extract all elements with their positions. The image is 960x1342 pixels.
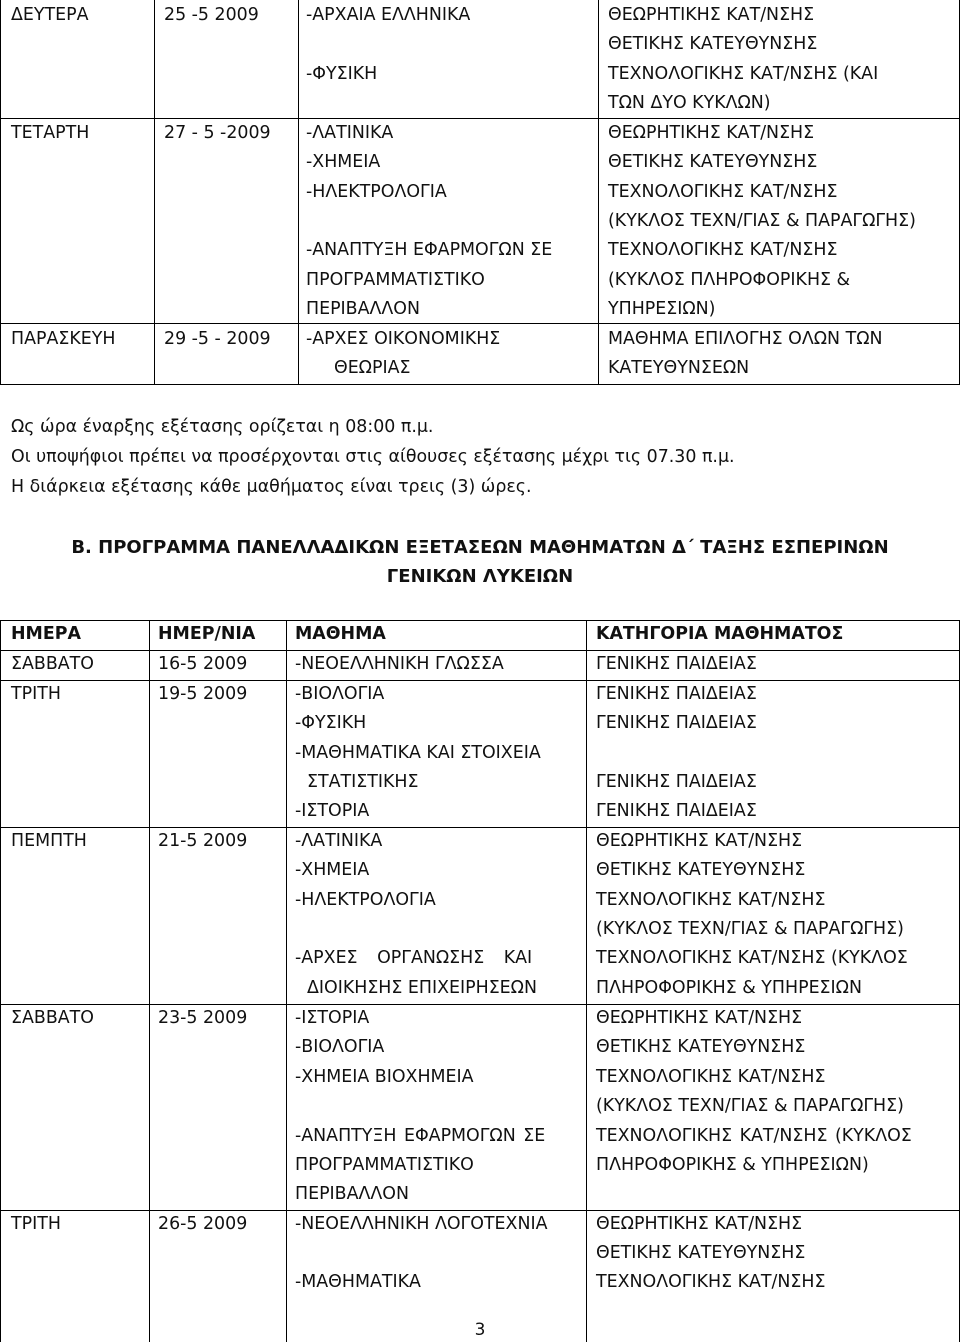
row-date: 29 -5 - 2009 bbox=[164, 329, 271, 349]
exam-notes bbox=[11, 412, 735, 502]
row-subject: -ΜΑΘΗΜΑΤΙΚΑ bbox=[295, 1272, 421, 1292]
section-title-line1: Β. ΠΡΟΓΡΑΜΜΑ ΠΑΝΕΛΛΑΔΙΚΩΝ ΕΞΕΤΑΣΕΩΝ ΜΑΘΗΜΑΤΩΝ Δ΄ ΤΑΞΗΣ ΕΣΠΕΡΙΝΩΝ bbox=[71, 537, 889, 558]
row-category: ΤΩΝ ΔΥΟ ΚΥΚΛΩΝ) bbox=[608, 93, 771, 114]
row-date: 16-5 2009 bbox=[158, 654, 248, 674]
row-category: ΠΛΗΡΟΦΟΡΙΚΗΣ & ΥΠΗΡΕΣΙΩΝ) bbox=[596, 1155, 869, 1175]
row-date: 25 -5 2009 bbox=[164, 5, 259, 25]
note-duration: Η διάρκεια εξέτασης κάθε μαθήματος είναι τρεις (3) ώρες. bbox=[11, 477, 532, 497]
row-category: ΘΕΤΙΚΗΣ ΚΑΤΕΥΘΥΝΣΗΣ bbox=[608, 34, 818, 55]
row-day: ΤΡΙΤΗ bbox=[11, 684, 61, 704]
row-subject: -ΦΥΣΙΚΗ bbox=[295, 713, 367, 734]
row-subject: -ΝΕΟΕΛΛΗΝΙΚΗ ΓΛΩΣΣΑ bbox=[295, 654, 504, 674]
row-category: ΠΛΗΡΟΦΟΡΙΚΗΣ & ΥΠΗΡΕΣΙΩΝ bbox=[596, 977, 862, 998]
row-subject: -ΑΡΧΕΣ ΟΡΓΑΝΩΣΗΣ ΚΑΙ bbox=[295, 948, 533, 969]
row-subject: -ΜΑΘΗΜΑΤΙΚΑ ΚΑΙ ΣΤΟΙΧΕΙΑ bbox=[295, 742, 541, 763]
row-subject: ΠΕΡΙΒΑΛΛΟΝ bbox=[295, 1184, 409, 1205]
row-subject: -ΑΝΑΠΤΥΞΗ ΕΦΑΡΜΟΓΩΝ ΣΕ bbox=[306, 240, 553, 261]
row-category: ΘΕΩΡΗΤΙΚΗΣ ΚΑΤ/ΝΣΗΣ bbox=[608, 123, 815, 143]
row-category: ΘΕΩΡΗΤΙΚΗΣ ΚΑΤ/ΝΣΗΣ bbox=[596, 1214, 803, 1234]
row-subject: -ΧΗΜΕΙΑ bbox=[295, 860, 370, 881]
note-start-time: Ως ώρα έναρξης εξέτασης ορίζεται η 08:00 π.μ. bbox=[11, 417, 434, 437]
row-category: ΘΕΩΡΗΤΙΚΗΣ ΚΑΤ/ΝΣΗΣ bbox=[596, 1008, 803, 1028]
row-category: ΓΕΝΙΚΗΣ ΠΑΙΔΕΙΑΣ bbox=[596, 801, 757, 822]
row-category: (ΚΥΚΛΟΣ ΤΕΧΝ/ΓΙΑΣ & ΠΑΡΑΓΩΓΗΣ) bbox=[608, 210, 916, 231]
row-subject: -ΙΣΤΟΡΙΑ bbox=[295, 801, 370, 822]
row-category: (ΚΥΚΛΟΣ ΠΛΗΡΟΦΟΡΙΚΗΣ & bbox=[608, 269, 851, 290]
row-subject: -ΙΣΤΟΡΙΑ bbox=[295, 1008, 370, 1028]
section-title-line2: ΓΕΝΙΚΩΝ ΛΥΚΕΙΩΝ bbox=[386, 566, 574, 587]
row-subject: ΠΡΟΓΡΑΜΜΑΤΙΣΤΙΚΟ bbox=[295, 1155, 474, 1175]
row-date: 23-5 2009 bbox=[158, 1008, 248, 1028]
row-date: 27 - 5 -2009 bbox=[164, 123, 271, 143]
row-subject: -ΧΗΜΕΙΑ bbox=[306, 152, 381, 173]
row-subject: -ΒΙΟΛΟΓΙΑ bbox=[295, 684, 385, 704]
row-day: ΔΕΥΤΕΡΑ bbox=[11, 5, 89, 25]
note-arrival-time: Οι υποψήφιοι πρέπει να προσέρχονται στις αίθουσες εξέτασης μέχρι τις 07.30 π.μ. bbox=[11, 447, 735, 467]
row-category: ΘΕΤΙΚΗΣ ΚΑΤΕΥΘΥΝΣΗΣ bbox=[596, 860, 806, 881]
row-category: ΤΕΧΝΟΛΟΓΙΚΗΣ ΚΑΤ/ΝΣΗΣ (ΚΥΚΛΟΣ bbox=[596, 948, 908, 969]
row-subject: -ΗΛΕΚΤΡΟΛΟΓΙΑ bbox=[295, 889, 436, 910]
row-category: ΤΕΧΝΟΛΟΓΙΚΗΣ ΚΑΤ/ΝΣΗΣ bbox=[596, 1066, 826, 1087]
row-category: ΤΕΧΝΟΛΟΓΙΚΗΣ ΚΑΤ/ΝΣΗΣ (ΚΑΙ bbox=[608, 63, 879, 84]
row-category: ΓΕΝΙΚΗΣ ΠΑΙΔΕΙΑΣ bbox=[596, 713, 757, 734]
row-subject: -ΑΡΧΕΣ ΟΙΚΟΝΟΜΙΚΗΣ bbox=[306, 329, 501, 349]
row-category: ΤΕΧΝΟΛΟΓΙΚΗΣ ΚΑΤ/ΝΣΗΣ bbox=[608, 181, 838, 202]
row-category: (ΚΥΚΛΟΣ ΤΕΧΝ/ΓΙΑΣ & ΠΑΡΑΓΩΓΗΣ) bbox=[596, 1096, 904, 1117]
row-subject: -ΝΕΟΕΛΛΗΝΙΚΗ ΛΟΓΟΤΕΧΝΙΑ bbox=[295, 1214, 548, 1234]
row-date: 19-5 2009 bbox=[158, 684, 248, 704]
table-header-cell: ΚΑΤΗΓΟΡΙΑ ΜΑΘΗΜΑΤΟΣ bbox=[596, 624, 844, 644]
row-category: ΥΠΗΡΕΣΙΩΝ) bbox=[608, 298, 716, 319]
row-category: (ΚΥΚΛΟΣ ΤΕΧΝ/ΓΙΑΣ & ΠΑΡΑΓΩΓΗΣ) bbox=[596, 918, 904, 939]
row-subject: -ΑΝΑΠΤΥΞΗ ΕΦΑΡΜΟΓΩΝ ΣΕ bbox=[295, 1125, 546, 1146]
row-subject: ΘΕΩΡΙΑΣ bbox=[334, 358, 411, 378]
row-day: ΤΡΙΤΗ bbox=[11, 1214, 61, 1234]
row-subject: ΔΙΟΙΚΗΣΗΣ ΕΠΙΧΕΙΡΗΣΕΩΝ bbox=[307, 977, 537, 998]
row-subject: ΠΡΟΓΡΑΜΜΑΤΙΣΤΙΚΟ bbox=[306, 269, 485, 290]
row-category: ΜΑΘΗΜΑ ΕΠΙΛΟΓΗΣ ΟΛΩΝ ΤΩΝ bbox=[608, 329, 883, 349]
row-category: ΤΕΧΝΟΛΟΓΙΚΗΣ ΚΑΤ/ΝΣΗΣ bbox=[596, 1272, 826, 1292]
row-category: ΘΕΩΡΗΤΙΚΗΣ ΚΑΤ/ΝΣΗΣ bbox=[608, 5, 815, 25]
row-category: ΓΕΝΙΚΗΣ ΠΑΙΔΕΙΑΣ bbox=[596, 771, 757, 792]
table-header-cell: ΗΜΕΡΑ bbox=[11, 624, 81, 644]
row-category: ΓΕΝΙΚΗΣ ΠΑΙΔΕΙΑΣ bbox=[596, 654, 757, 674]
row-category: ΘΕΤΙΚΗΣ ΚΑΤΕΥΘΥΝΣΗΣ bbox=[596, 1037, 806, 1058]
row-subject: ΠΕΡΙΒΑΛΛΟΝ bbox=[306, 298, 420, 319]
row-day: ΣΑΒΒΑΤΟ bbox=[11, 1008, 94, 1028]
row-category: ΘΕΩΡΗΤΙΚΗΣ ΚΑΤ/ΝΣΗΣ bbox=[596, 831, 803, 851]
table-header-cell: ΗΜΕΡ/ΝΙΑ bbox=[158, 624, 256, 644]
row-subject: -ΦΥΣΙΚΗ bbox=[306, 63, 378, 84]
row-day: ΤΕΤΑΡΤΗ bbox=[11, 123, 90, 143]
row-subject: ΣΤΑΤΙΣΤΙΚΗΣ bbox=[307, 771, 419, 792]
row-category: ΓΕΝΙΚΗΣ ΠΑΙΔΕΙΑΣ bbox=[596, 684, 757, 704]
row-category: ΚΑΤΕΥΘΥΝΣΕΩΝ bbox=[608, 358, 750, 378]
row-day: ΠΑΡΑΣΚΕΥΗ bbox=[11, 329, 116, 349]
row-subject: -ΛΑΤΙΝΙΚΑ bbox=[306, 123, 394, 143]
row-subject: -ΑΡΧΑΙΑ ΕΛΛΗΝΙΚΑ bbox=[306, 5, 471, 25]
row-subject: -ΗΛΕΚΤΡΟΛΟΓΙΑ bbox=[306, 181, 447, 202]
row-day: ΠΕΜΠΤΗ bbox=[11, 831, 87, 851]
row-category: ΤΕΧΝΟΛΟΓΙΚΗΣ ΚΑΤ/ΝΣΗΣ bbox=[608, 240, 838, 261]
row-subject: -ΧΗΜΕΙΑ ΒΙΟΧΗΜΕΙΑ bbox=[295, 1066, 474, 1087]
row-category: ΘΕΤΙΚΗΣ ΚΑΤΕΥΘΥΝΣΗΣ bbox=[596, 1243, 806, 1263]
row-category: ΘΕΤΙΚΗΣ ΚΑΤΕΥΘΥΝΣΗΣ bbox=[608, 152, 818, 173]
row-subject: -ΛΑΤΙΝΙΚΑ bbox=[295, 831, 383, 851]
row-date: 21-5 2009 bbox=[158, 831, 248, 851]
page-number: 3 bbox=[474, 1320, 486, 1340]
row-day: ΣΑΒΒΑΤΟ bbox=[11, 654, 94, 674]
row-subject: -ΒΙΟΛΟΓΙΑ bbox=[295, 1037, 385, 1058]
row-date: 26-5 2009 bbox=[158, 1214, 248, 1234]
row-category: ΤΕΧΝΟΛΟΓΙΚΗΣ ΚΑΤ/ΝΣΗΣ (ΚΥΚΛΟΣ bbox=[596, 1125, 912, 1146]
table-header-cell: ΜΑΘΗΜΑ bbox=[295, 624, 386, 644]
row-category: ΤΕΧΝΟΛΟΓΙΚΗΣ ΚΑΤ/ΝΣΗΣ bbox=[596, 889, 826, 910]
